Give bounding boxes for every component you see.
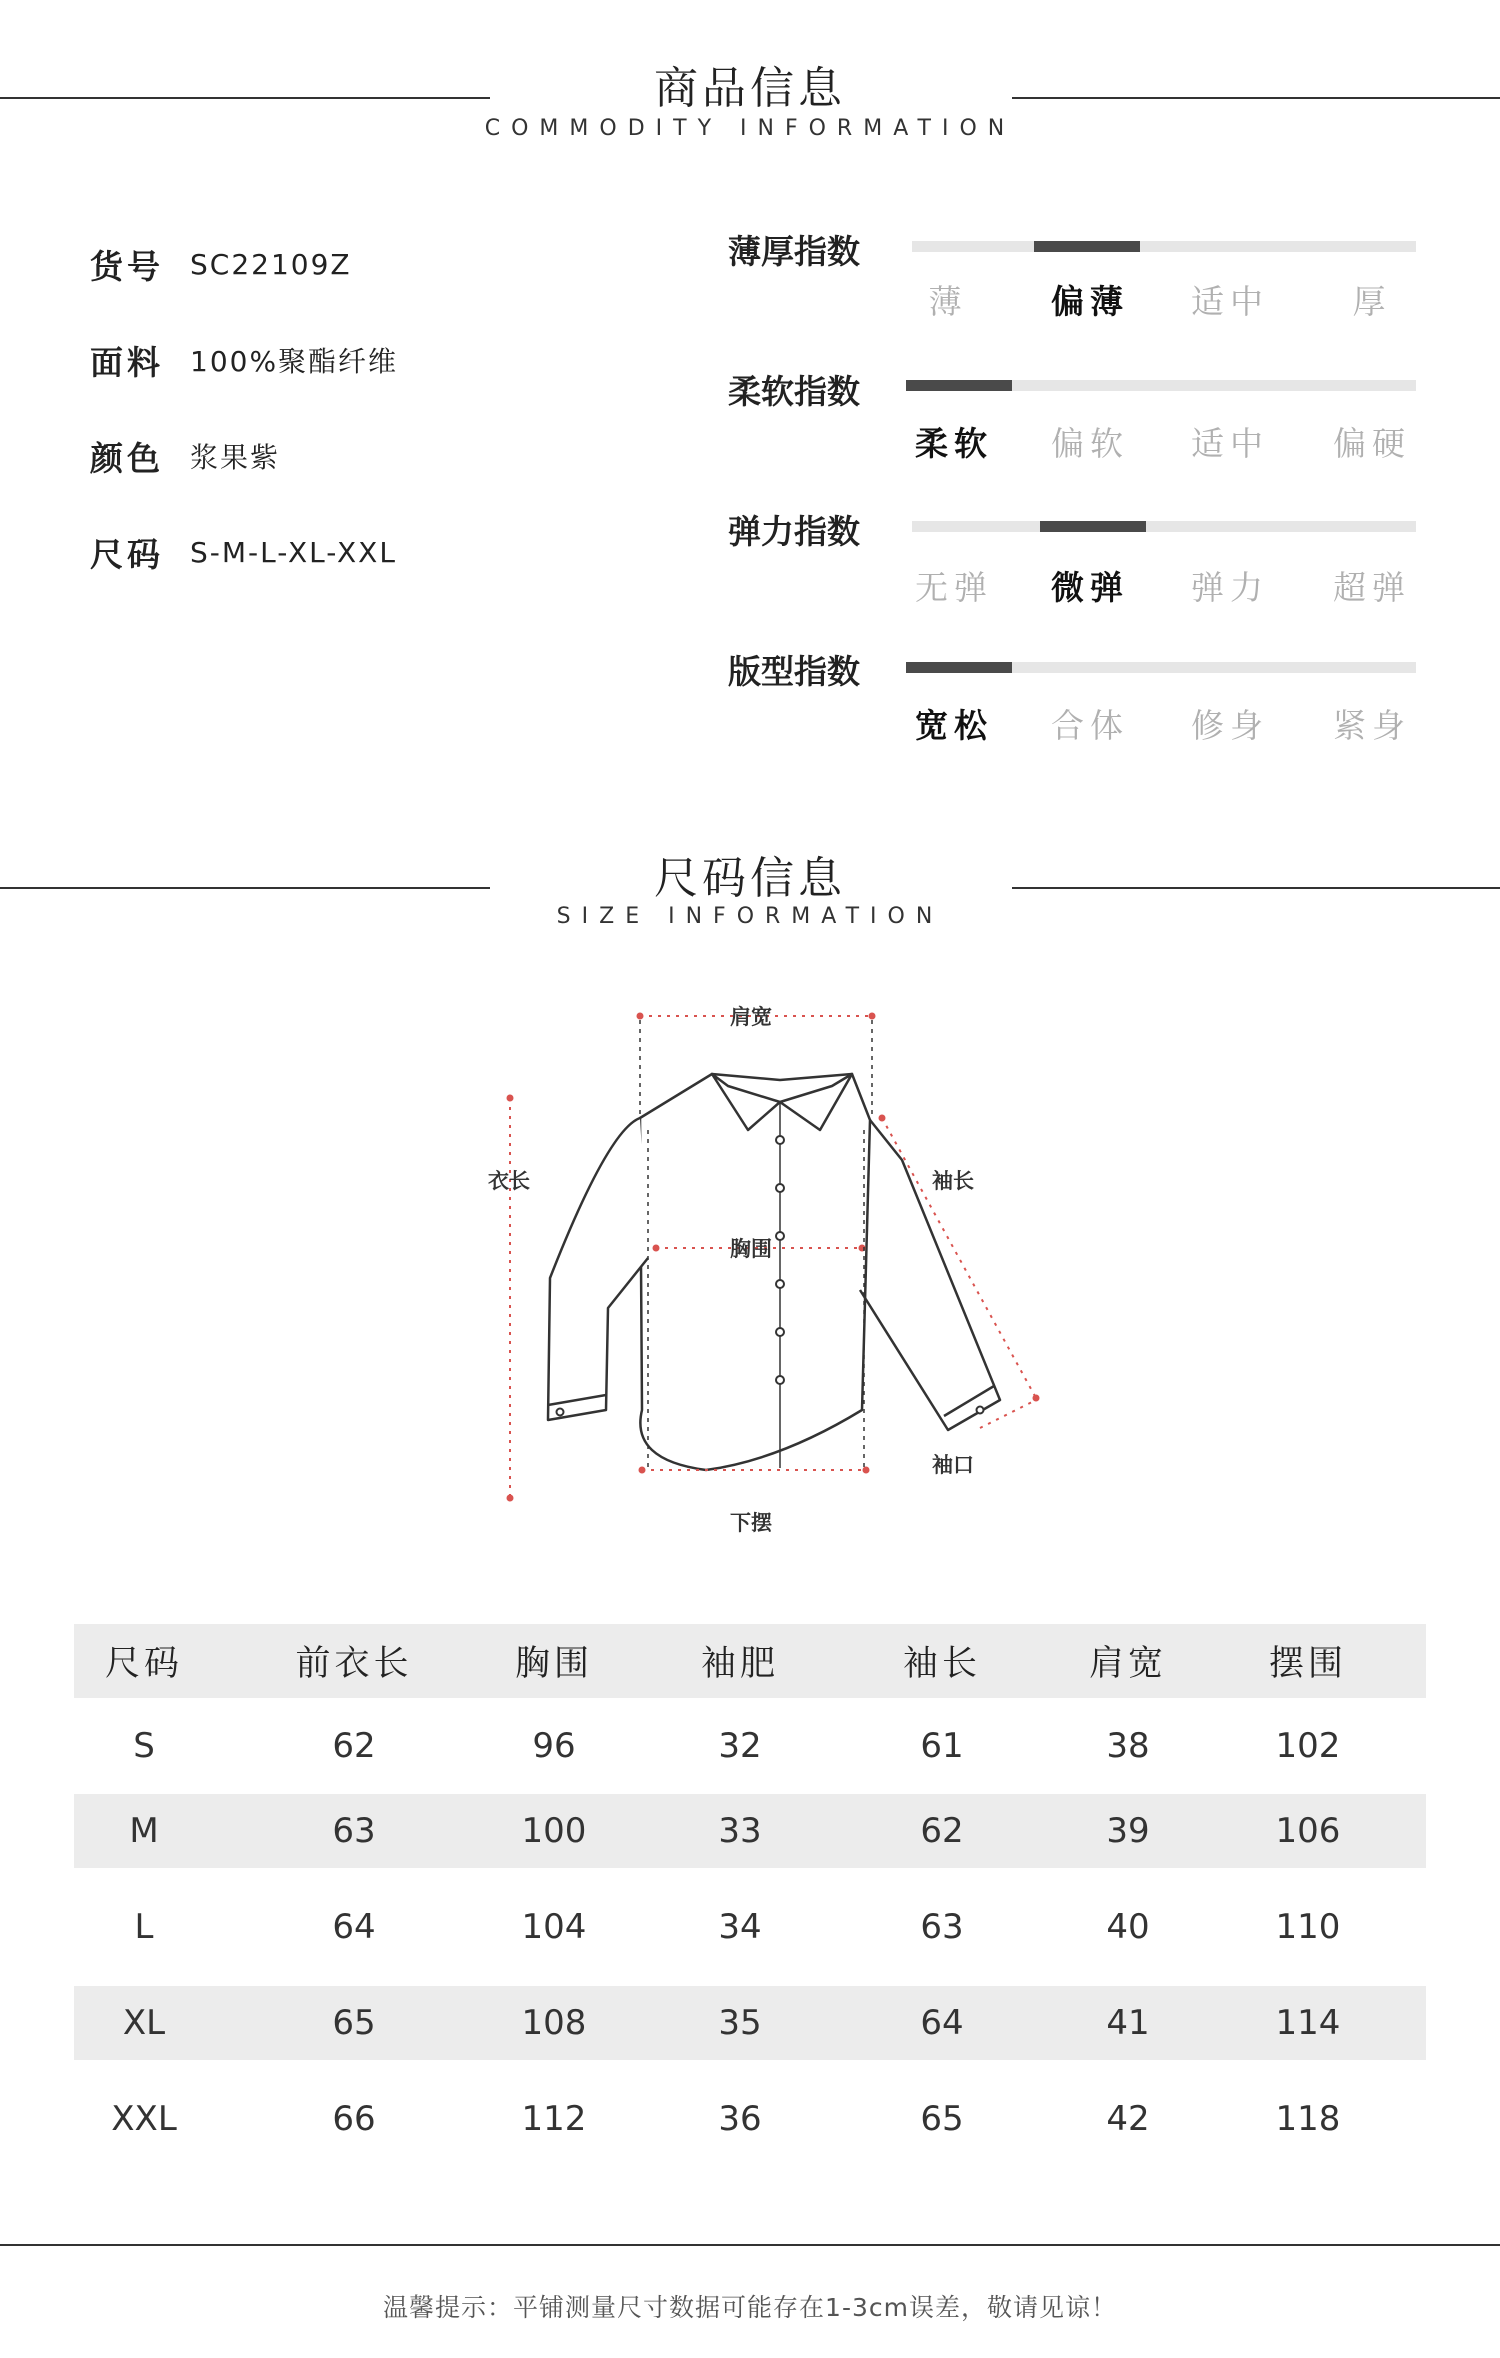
label-chest: 胸围 [730,1237,772,1261]
table-cell: 104 [521,1907,587,1947]
shirt-outline-icon [548,1074,1000,1470]
index-thickness-option: 适中 [1191,282,1269,321]
index-fit-option: 修身 [1191,706,1269,745]
index-softness-bar [906,380,1416,391]
table-header-row [74,1624,1426,1698]
column-header: 胸围 [514,1644,593,1684]
detail-value: 浆果紫 [190,441,281,474]
footer-note: 温馨提示：平铺测量尺寸数据可能存在1-3cm误差，敬请见谅！ [383,2293,1117,2322]
index-fit-option: 紧身 [1333,706,1411,745]
table-cell: 100 [521,1811,587,1851]
table-cell: 39 [1106,1811,1150,1851]
table-cell: 42 [1106,2099,1150,2139]
index-elasticity-option: 无弹 [915,568,993,607]
commodity-title: 商品信息 [654,63,846,114]
size-subtitle: SIZE INFORMATION [556,904,944,929]
table-cell: 63 [332,1811,376,1851]
table-cell: 65 [332,2003,376,2043]
index-thickness-bar [912,241,1416,252]
detail-value: 100%聚酯纤维 [190,345,399,378]
column-header: 肩宽 [1088,1644,1167,1684]
table-cell: 102 [1275,1726,1341,1766]
detail-value: SC22109Z [190,247,352,281]
label-length: 衣长 [488,1169,530,1193]
table-row [74,1890,1426,1964]
detail-value: S-M-L-XL-XXL [190,535,397,569]
index-softness-option: 偏软 [1051,424,1129,463]
table-cell: 64 [920,2003,964,2043]
table-cell: 65 [920,2099,964,2139]
index-elasticity-fill [1040,521,1146,532]
shirt-measurement-diagram [480,990,1060,1550]
table-row [74,2082,1426,2156]
index-softness-option: 适中 [1191,424,1269,463]
detail-color [90,436,280,476]
index-elasticity-option: 超弹 [1333,568,1411,607]
index-softness-fill [906,380,1012,391]
detail-fabric [90,340,398,380]
index-softness-option: 柔软 [915,424,993,463]
table-cell: 114 [1275,2003,1341,2043]
table-cell: 32 [718,1726,762,1766]
table-cell: 112 [521,2099,587,2139]
size-table [74,1624,1426,2156]
table-cell: 118 [1275,2099,1341,2139]
index-fit-option: 合体 [1051,706,1129,745]
column-header: 前衣长 [295,1644,413,1684]
index-thickness-label: 薄厚指数 [728,232,860,271]
table-row [74,1794,1426,1868]
column-header: 袖肥 [700,1644,779,1684]
table-cell: XXL [111,2099,177,2139]
index-thickness-option: 偏薄 [1051,282,1129,321]
detail-item-number [90,244,352,284]
table-cell: 34 [718,1907,762,1947]
table-cell: 63 [920,1907,964,1947]
table-cell: 66 [332,2099,376,2139]
table-cell: S [133,1726,155,1766]
label-sleeve: 袖长 [932,1169,974,1193]
label-hem: 下摆 [730,1511,772,1535]
table-cell: L [134,1907,154,1947]
index-thickness-option: 厚 [1352,282,1392,321]
detail-key: 尺码 [90,534,164,574]
index-elasticity-option: 弹力 [1191,568,1269,607]
index-elasticity-bar [912,521,1416,532]
label-cuff: 袖口 [932,1453,974,1477]
detail-key: 货号 [90,246,164,286]
detail-key: 面料 [90,342,164,382]
table-cell: 62 [332,1726,376,1766]
column-header: 袖长 [902,1644,981,1684]
table-cell: 62 [920,1811,964,1851]
index-thickness-fill [1034,241,1140,252]
index-thickness-option: 薄 [928,282,968,321]
table-cell: 38 [1106,1726,1150,1766]
index-softness-option: 偏硬 [1333,424,1411,463]
footer-rule [0,2244,1500,2246]
index-elasticity-option: 微弹 [1051,568,1129,607]
table-cell: XL [122,2003,166,2043]
table-row [74,1698,1426,1794]
index-elasticity-label: 弹力指数 [728,512,860,551]
table-cell: 108 [521,2003,587,2043]
table-cell: 40 [1106,1907,1150,1947]
table-cell: 96 [532,1726,576,1766]
table-cell: 41 [1106,2003,1150,2043]
detail-key: 颜色 [90,438,164,478]
index-fit-fill [906,662,1012,673]
table-cell: 64 [332,1907,376,1947]
table-cell: 110 [1275,1907,1341,1947]
index-softness-label: 柔软指数 [728,372,860,411]
column-header: 尺码 [104,1644,183,1684]
commodity-subtitle: COMMODITY INFORMATION [484,116,1016,141]
index-fit-option: 宽松 [915,706,993,745]
label-shoulder: 肩宽 [730,1005,772,1029]
table-cell: M [129,1811,159,1851]
size-title: 尺码信息 [654,853,846,904]
table-cell: 106 [1275,1811,1341,1851]
index-fit-bar [906,662,1416,673]
table-row [74,1986,1426,2060]
table-cell: 35 [718,2003,762,2043]
table-cell: 36 [718,2099,762,2139]
table-cell: 33 [718,1811,762,1851]
column-header: 摆围 [1268,1644,1347,1684]
detail-size [90,532,397,572]
index-fit-label: 版型指数 [728,652,860,691]
table-cell: 61 [920,1726,964,1766]
